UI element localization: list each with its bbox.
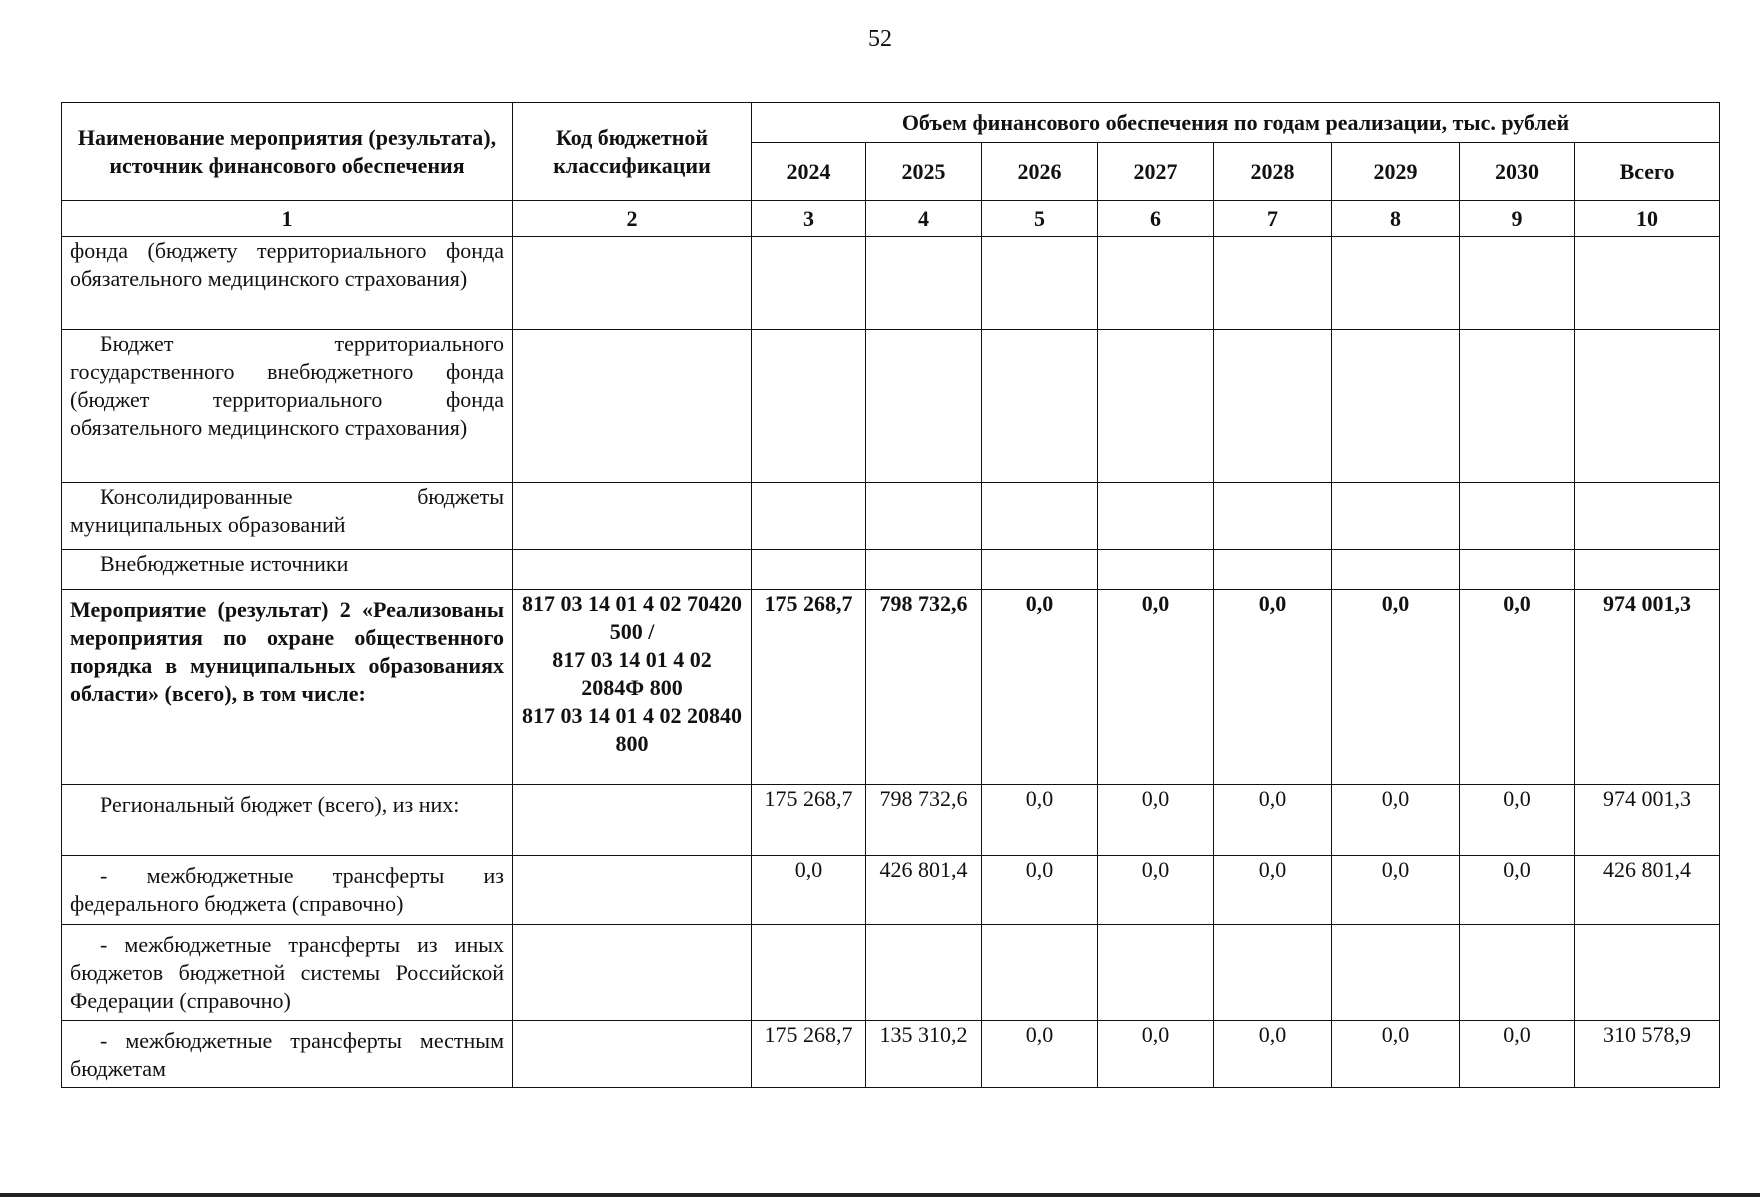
value-cell: 0,0 <box>982 1021 1098 1088</box>
value-cell: 0,0 <box>1214 1021 1332 1088</box>
value-cell <box>1460 550 1575 590</box>
header-year: 2030 <box>1460 143 1575 201</box>
row-code <box>513 483 752 550</box>
value-cell <box>1214 330 1332 483</box>
row-name <box>62 483 513 550</box>
column-number: 3 <box>752 201 866 237</box>
value-cell <box>982 483 1098 550</box>
row-name: фонда (бюджету территориального фонда обязательного медицинского страхования) <box>62 237 513 330</box>
header-financing-group: Объем финансового обеспечения по годам реализации, тыс. рублей <box>752 103 1720 143</box>
row-code <box>513 237 752 330</box>
row-code <box>513 550 752 590</box>
row-name <box>62 550 513 590</box>
value-cell <box>1214 925 1332 1021</box>
value-cell: 0,0 <box>1214 856 1332 925</box>
table-row <box>62 550 1720 590</box>
row-code <box>513 856 752 925</box>
financing-table <box>61 102 1720 1088</box>
header-year: 2029 <box>1332 143 1460 201</box>
value-cell: 0,0 <box>982 856 1098 925</box>
value-cell <box>752 550 866 590</box>
value-cell: 0,0 <box>1460 856 1575 925</box>
row-code <box>513 1021 752 1088</box>
row-name-text: - межбюджетные трансферты из федерального бюджета (справочно) <box>70 863 504 916</box>
row-name-text: Консолидированные бюджеты муниципальных образований <box>70 484 504 537</box>
value-cell: 0,0 <box>1214 785 1332 856</box>
row-name <box>62 925 513 1021</box>
column-number: 7 <box>1214 201 1332 237</box>
value-cell: 0,0 <box>982 590 1098 785</box>
value-cell <box>1575 550 1720 590</box>
value-cell <box>1575 925 1720 1021</box>
table-row <box>62 925 1720 1021</box>
value-cell <box>1460 925 1575 1021</box>
value-cell <box>752 925 866 1021</box>
table-row-measure <box>62 590 1720 785</box>
value-cell <box>1332 925 1460 1021</box>
column-number: 2 <box>513 201 752 237</box>
value-cell <box>1214 237 1332 330</box>
code-line: 817 03 14 01 4 02 20840 800 <box>522 703 742 756</box>
row-name-text: - межбюджетные трансферты местным бюджетам <box>70 1028 504 1081</box>
value-cell <box>1098 237 1214 330</box>
value-cell: 974 001,3 <box>1575 785 1720 856</box>
value-cell <box>982 330 1098 483</box>
value-cell <box>1098 483 1214 550</box>
value-cell <box>1460 483 1575 550</box>
value-cell: 310 578,9 <box>1575 1021 1720 1088</box>
value-cell: 0,0 <box>1332 856 1460 925</box>
row-name-text: Внебюджетные источники <box>100 551 349 576</box>
value-cell: 426 801,4 <box>866 856 982 925</box>
table-row <box>62 330 1720 483</box>
value-cell: 0,0 <box>1332 590 1460 785</box>
value-cell: 0,0 <box>1460 590 1575 785</box>
value-cell <box>1332 483 1460 550</box>
value-cell <box>1332 330 1460 483</box>
row-name-text: Бюджет территориального государственного внебюджетного фонда (бюджет территориального фонда обязательного медицинского страхования) <box>70 331 504 440</box>
column-number: 5 <box>982 201 1098 237</box>
column-number: 8 <box>1332 201 1460 237</box>
value-cell <box>1460 330 1575 483</box>
row-code <box>513 330 752 483</box>
value-cell: 0,0 <box>1460 785 1575 856</box>
value-cell <box>866 483 982 550</box>
value-cell <box>866 237 982 330</box>
row-name <box>62 856 513 925</box>
value-cell <box>866 925 982 1021</box>
value-cell <box>1332 237 1460 330</box>
value-cell: 0,0 <box>1214 590 1332 785</box>
page-number: 52 <box>868 26 892 52</box>
value-cell <box>752 330 866 483</box>
row-name <box>62 330 513 483</box>
table-row <box>62 1021 1720 1088</box>
value-cell: 0,0 <box>982 785 1098 856</box>
column-number: 10 <box>1575 201 1720 237</box>
value-cell: 175 268,7 <box>752 1021 866 1088</box>
table-row <box>62 856 1720 925</box>
value-cell: 0,0 <box>1098 1021 1214 1088</box>
header-year: 2027 <box>1098 143 1214 201</box>
column-number: 9 <box>1460 201 1575 237</box>
value-cell: 0,0 <box>1332 785 1460 856</box>
value-cell <box>752 237 866 330</box>
column-number: 4 <box>866 201 982 237</box>
value-cell: 426 801,4 <box>1575 856 1720 925</box>
value-cell: 175 268,7 <box>752 590 866 785</box>
value-cell: 0,0 <box>752 856 866 925</box>
row-name-text: Региональный бюджет (всего), из них: <box>100 792 460 817</box>
value-cell: 0,0 <box>1098 590 1214 785</box>
header-year: 2026 <box>982 143 1098 201</box>
bottom-rule <box>0 1193 1760 1197</box>
table-row <box>62 785 1720 856</box>
row-code <box>513 785 752 856</box>
row-name-text: - межбюджетные трансферты из иных бюджетов бюджетной системы Российской Федерации (справочно) <box>70 932 504 1013</box>
value-cell: 798 732,6 <box>866 590 982 785</box>
value-cell <box>1098 330 1214 483</box>
value-cell <box>1575 237 1720 330</box>
header-year: 2028 <box>1214 143 1332 201</box>
value-cell: 798 732,6 <box>866 785 982 856</box>
value-cell <box>1214 550 1332 590</box>
value-cell: 0,0 <box>1332 1021 1460 1088</box>
row-name <box>62 1021 513 1088</box>
column-number: 1 <box>62 201 513 237</box>
header-code: Код бюджетной классификации <box>513 103 752 201</box>
row-code <box>513 590 752 785</box>
value-cell: 175 268,7 <box>752 785 866 856</box>
header-year: 2024 <box>752 143 866 201</box>
value-cell <box>1575 330 1720 483</box>
code-line: 817 03 14 01 4 02 2084Ф 800 <box>552 647 712 700</box>
value-cell <box>866 330 982 483</box>
row-code <box>513 925 752 1021</box>
value-cell <box>866 550 982 590</box>
code-line: 817 03 14 01 4 02 70420 500 / <box>522 591 742 644</box>
value-cell: 974 001,3 <box>1575 590 1720 785</box>
value-cell <box>1098 925 1214 1021</box>
row-name: Мероприятие (результат) 2 «Реализованы мероприятия по охране общественного порядка в муниципальных образованиях области» (всего), в том числе: <box>62 590 513 785</box>
value-cell <box>1332 550 1460 590</box>
value-cell <box>982 925 1098 1021</box>
value-cell <box>982 237 1098 330</box>
table-row <box>62 483 1720 550</box>
value-cell <box>1098 550 1214 590</box>
row-name <box>62 785 513 856</box>
value-cell: 0,0 <box>1098 785 1214 856</box>
column-number: 6 <box>1098 201 1214 237</box>
header-name: Наименование мероприятия (результата), источник финансового обеспечения <box>62 103 513 201</box>
value-cell: 135 310,2 <box>866 1021 982 1088</box>
value-cell <box>1460 237 1575 330</box>
value-cell <box>982 550 1098 590</box>
value-cell <box>1575 483 1720 550</box>
header-year: 2025 <box>866 143 982 201</box>
value-cell <box>1214 483 1332 550</box>
value-cell: 0,0 <box>1098 856 1214 925</box>
value-cell: 0,0 <box>1460 1021 1575 1088</box>
value-cell <box>752 483 866 550</box>
table-row <box>62 237 1720 330</box>
header-total: Всего <box>1575 143 1720 201</box>
